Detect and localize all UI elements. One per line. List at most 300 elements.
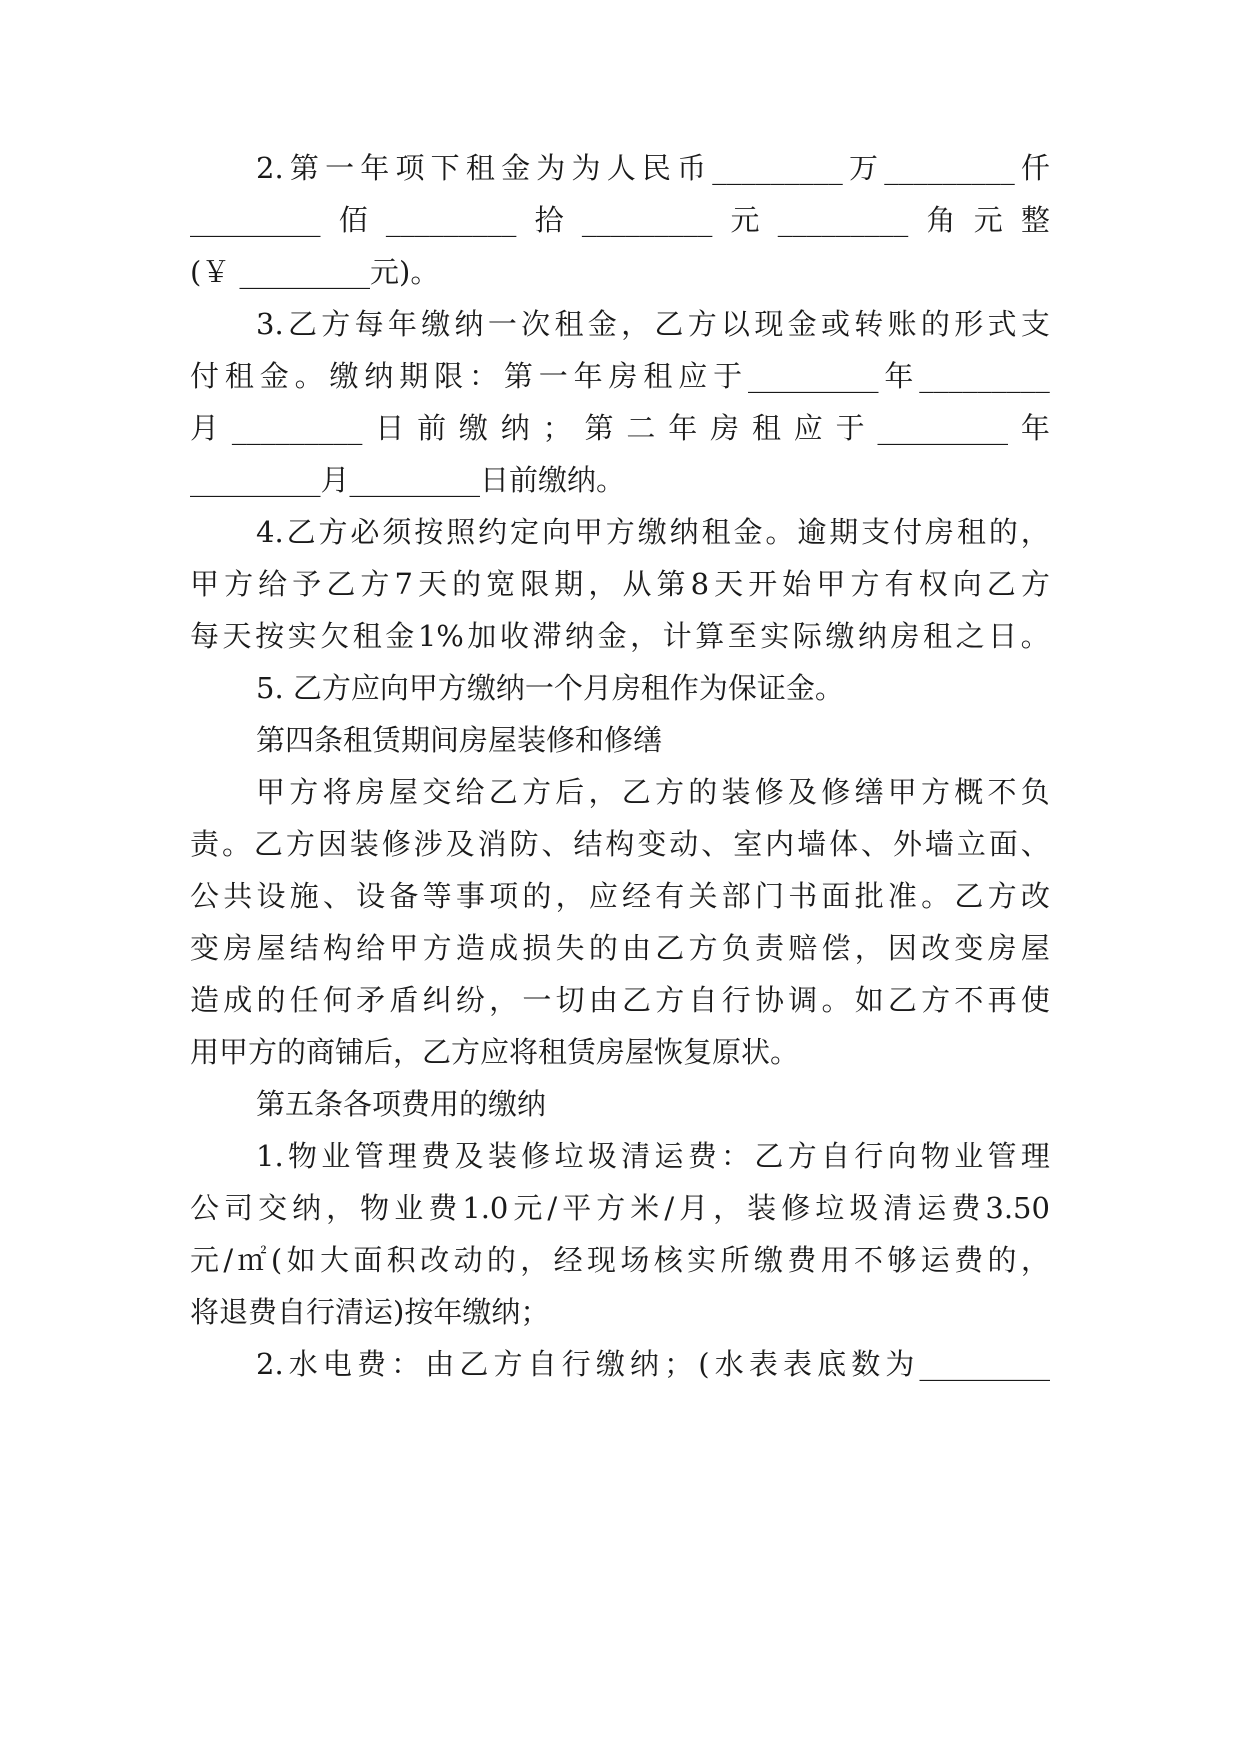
text-glyph: 至	[727, 619, 757, 653]
text-glyph: 核	[653, 1243, 683, 1277]
text-glyph: _________	[581, 203, 713, 237]
text-glyph: 管	[354, 1139, 384, 1173]
text-glyph: 消	[477, 827, 507, 861]
text-glyph: 调	[788, 983, 818, 1017]
text-glyph: 币	[677, 151, 707, 185]
text-glyph: 切	[555, 983, 585, 1017]
text-glyph: 造	[455, 931, 485, 965]
text-glyph: 1.	[256, 1139, 284, 1173]
text-glyph: 收	[499, 619, 529, 653]
text-glyph: _________	[190, 203, 321, 237]
text-glyph: 乙	[287, 307, 317, 341]
text-glyph: 纳	[857, 619, 887, 653]
text-glyph: 房	[890, 619, 920, 653]
text-glyph: _________	[231, 411, 363, 445]
text-line: _________月_________日前缴纳。	[190, 463, 626, 497]
text-glyph: 金	[587, 307, 617, 341]
text-glyph: 方	[360, 567, 390, 601]
text-glyph: 。	[765, 515, 795, 549]
text-glyph: 书	[788, 879, 818, 913]
text-line: 用甲方的商铺后，乙方应将租赁房屋恢复原状。	[190, 1035, 800, 1069]
text-glyph: 滞	[532, 619, 562, 653]
text-glyph: 给	[258, 567, 288, 601]
text-glyph: 月	[679, 1191, 709, 1225]
text-glyph: 一	[325, 151, 355, 185]
text-glyph: 方	[318, 515, 348, 549]
text-glyph: 给	[455, 775, 485, 809]
text-glyph: 金	[501, 151, 531, 185]
text-glyph: 应	[678, 359, 708, 393]
text-line	[190, 200, 1050, 240]
text-glyph: 一	[538, 359, 568, 393]
text-glyph: 协	[754, 983, 784, 1017]
text-glyph: 缴	[753, 1243, 783, 1277]
text-glyph: 结	[289, 931, 319, 965]
text-glyph: 须	[382, 515, 412, 549]
text-glyph: 门	[754, 879, 784, 913]
text-glyph: ，	[621, 307, 651, 341]
text-glyph: 责	[754, 931, 784, 965]
text-glyph: 管	[987, 1139, 1017, 1173]
text-glyph: 大	[319, 1243, 349, 1277]
text-glyph: 有	[884, 567, 914, 601]
text-glyph: 角	[926, 203, 956, 237]
text-glyph: 的	[688, 775, 718, 809]
text-glyph: 及	[788, 775, 818, 809]
text-glyph: 际	[792, 619, 822, 653]
text-glyph: 装	[349, 827, 379, 861]
text-glyph: 定	[510, 515, 540, 549]
text-glyph: 立	[956, 827, 986, 861]
text-glyph: 2.	[256, 1347, 284, 1381]
text-glyph: 任	[289, 983, 319, 1017]
text-glyph: 纳	[292, 1191, 322, 1225]
text-glyph: 式	[987, 307, 1017, 341]
text-glyph: 变	[637, 827, 667, 861]
text-glyph: 应	[588, 879, 618, 913]
text-glyph: 方	[522, 775, 552, 809]
text-glyph: 失	[555, 931, 585, 965]
text-glyph: 开	[748, 567, 778, 601]
text-glyph: 乙	[887, 983, 917, 1017]
text-glyph: 仟	[1020, 151, 1050, 185]
text-glyph: 负	[721, 931, 751, 965]
text-glyph: 费	[357, 1347, 387, 1381]
text-glyph: 缴	[458, 411, 488, 445]
text-line	[190, 824, 1050, 864]
text-glyph: ；	[542, 411, 572, 445]
text-glyph: 金	[385, 619, 415, 653]
text-glyph: 前	[417, 411, 447, 445]
text-glyph: 1.0	[462, 1191, 509, 1225]
text-glyph: 表	[748, 1347, 778, 1381]
text-glyph: 内	[765, 827, 795, 861]
text-glyph: 米	[630, 1191, 660, 1225]
text-glyph: 及	[445, 827, 475, 861]
text-glyph: 修	[754, 775, 784, 809]
text-glyph: 。	[221, 827, 251, 861]
text-glyph: 7	[394, 567, 413, 601]
text-glyph: ，	[520, 1243, 550, 1277]
text-glyph: 造	[190, 983, 220, 1017]
text-glyph: 年	[884, 359, 914, 393]
text-glyph: _________	[712, 151, 843, 185]
text-glyph: 后	[555, 775, 585, 809]
text-glyph: 项	[489, 879, 519, 913]
text-glyph: 租	[352, 619, 382, 653]
text-glyph: 方	[787, 1139, 817, 1173]
text-glyph: 实	[760, 619, 790, 653]
text-glyph: 应	[793, 411, 823, 445]
text-glyph: 纳	[630, 1347, 660, 1381]
text-glyph: 室	[733, 827, 763, 861]
text-glyph: 交	[258, 1191, 288, 1225]
text-glyph: 清	[883, 1191, 913, 1225]
text-glyph: 乙	[654, 307, 684, 341]
text-glyph: 费	[421, 1139, 451, 1173]
text-glyph: 纳	[500, 411, 530, 445]
text-glyph: 方	[850, 567, 880, 601]
text-glyph: 纷	[455, 983, 485, 1017]
text-glyph: 乙	[459, 1347, 489, 1381]
text-glyph: 每	[354, 307, 384, 341]
text-glyph: 租	[923, 619, 953, 653]
text-glyph: 房	[608, 359, 638, 393]
text-glyph: 费	[954, 1243, 984, 1277]
text-glyph: 甲	[190, 567, 220, 601]
text-glyph: 为	[571, 151, 601, 185]
text-line: (￥ _________元)。	[190, 255, 440, 289]
text-glyph: 支	[861, 515, 891, 549]
text-glyph: 金	[259, 359, 289, 393]
text-glyph: 屋	[256, 931, 286, 965]
text-glyph: 宽	[486, 567, 516, 601]
text-glyph: 场	[620, 1243, 650, 1277]
text-glyph: 整	[1020, 203, 1050, 237]
text-glyph: /	[664, 1191, 675, 1225]
text-glyph: 金	[597, 619, 627, 653]
text-glyph: 。	[1020, 619, 1050, 653]
text-glyph: 年	[360, 151, 390, 185]
text-glyph: ：	[391, 1347, 421, 1381]
text-glyph: 清	[621, 1139, 651, 1173]
text-glyph: 转	[854, 307, 884, 341]
text-glyph: 账	[887, 307, 917, 341]
text-line	[190, 1188, 1050, 1228]
text-glyph: 物	[287, 1139, 317, 1173]
text-glyph: 于	[713, 359, 743, 393]
text-glyph: 纳	[669, 515, 699, 549]
text-glyph: 房	[710, 411, 740, 445]
text-glyph: 租	[224, 359, 254, 393]
text-glyph: 按	[414, 515, 444, 549]
text-glyph: 或	[820, 307, 850, 341]
text-glyph: 形	[954, 307, 984, 341]
text-glyph: 经	[622, 879, 652, 913]
text-glyph: 等	[422, 879, 452, 913]
text-glyph: 之	[955, 619, 985, 653]
text-glyph: 公	[190, 1191, 220, 1225]
text-glyph: 民	[641, 151, 671, 185]
text-glyph: 房	[925, 515, 955, 549]
text-line: 将退费自行清运)按年缴纳；	[190, 1295, 550, 1329]
text-glyph: 构	[605, 827, 635, 861]
text-glyph: 纳	[454, 307, 484, 341]
text-glyph: 有	[655, 879, 685, 913]
text-glyph: 变	[954, 931, 984, 965]
text-glyph: 费	[951, 1191, 981, 1225]
text-glyph: 修	[781, 1191, 811, 1225]
text-glyph: 水	[288, 1347, 318, 1381]
text-glyph: 为	[536, 151, 566, 185]
text-glyph: 、	[1020, 827, 1050, 861]
text-glyph: 方	[321, 307, 351, 341]
text-line	[190, 356, 1050, 396]
text-glyph: 用	[820, 1243, 850, 1277]
text-glyph: 的	[256, 983, 286, 1017]
text-glyph: 部	[721, 879, 751, 913]
text-glyph: 费	[787, 1243, 817, 1277]
text-glyph: 期	[829, 515, 859, 549]
text-glyph: _________	[777, 203, 909, 237]
text-glyph: 、	[701, 827, 731, 861]
text-glyph: 数	[851, 1347, 881, 1381]
text-glyph: 乙	[621, 775, 651, 809]
text-glyph: 方	[1020, 567, 1050, 601]
text-glyph: 行	[721, 983, 751, 1017]
text-glyph: 计	[662, 619, 692, 653]
text-glyph: 租	[554, 307, 584, 341]
text-line	[190, 616, 1050, 656]
text-glyph: 运	[654, 1139, 684, 1173]
text-glyph: 的	[486, 1243, 516, 1277]
text-glyph: 不	[954, 983, 984, 1017]
text-glyph: 不	[987, 775, 1017, 809]
text-glyph: ：	[721, 1139, 751, 1173]
text-glyph: _________	[385, 203, 517, 237]
text-glyph: 体	[829, 827, 859, 861]
text-glyph: 金	[787, 307, 817, 341]
text-glyph: 元	[513, 1191, 543, 1225]
text-glyph: 甲	[256, 775, 286, 809]
text-glyph: 3.	[256, 307, 284, 341]
text-glyph: ，	[555, 879, 585, 913]
text-glyph: 行	[561, 1347, 591, 1381]
text-glyph: 房	[223, 931, 253, 965]
text-glyph: ；	[664, 1347, 694, 1381]
text-glyph: 乙	[488, 775, 518, 809]
text-glyph: 缮	[854, 775, 884, 809]
text-glyph: 改	[921, 931, 951, 965]
text-glyph: 赔	[788, 931, 818, 965]
text-glyph: 日	[988, 619, 1018, 653]
text-glyph: 因	[887, 931, 917, 965]
text-glyph: 天	[714, 567, 744, 601]
text-line	[190, 876, 1050, 916]
text-glyph: 月	[190, 411, 220, 445]
text-glyph: 乙	[253, 827, 283, 861]
text-glyph: (	[270, 1243, 283, 1277]
text-glyph: 限	[434, 359, 464, 393]
text-glyph: 成	[489, 931, 519, 965]
text-glyph: 圾	[587, 1139, 617, 1173]
text-glyph: 物	[920, 1139, 950, 1173]
text-glyph: 元	[730, 203, 760, 237]
text-glyph: 理	[1020, 1139, 1050, 1173]
text-glyph: 乙	[622, 983, 652, 1017]
text-glyph: 8	[690, 567, 710, 601]
text-glyph: 日	[375, 411, 405, 445]
text-glyph: 墙	[924, 827, 954, 861]
text-glyph: 方	[687, 307, 717, 341]
section-heading: 第五条各项费用的缴纳	[256, 1087, 547, 1121]
text-glyph: 自	[820, 1139, 850, 1173]
text-glyph: 付	[893, 515, 923, 549]
text-glyph: 期	[554, 567, 584, 601]
text-glyph: 必	[350, 515, 380, 549]
text-glyph: 水	[714, 1347, 744, 1381]
text-glyph: (	[698, 1347, 710, 1381]
text-glyph: 缴	[637, 515, 667, 549]
text-glyph: 2.	[256, 151, 284, 185]
text-glyph: 业	[394, 1191, 424, 1225]
text-glyph: 第	[656, 567, 686, 601]
text-glyph: 年	[1020, 411, 1050, 445]
text-glyph: 金	[733, 515, 763, 549]
text-glyph: 底	[817, 1347, 847, 1381]
text-glyph: 佰	[338, 203, 368, 237]
text-glyph: 予	[292, 567, 322, 601]
text-glyph: 动	[453, 1243, 483, 1277]
text-line	[256, 148, 1050, 188]
text-glyph: 次	[521, 307, 551, 341]
text-glyph: 负	[1020, 775, 1050, 809]
text-glyph: 的	[522, 879, 552, 913]
text-glyph: 屋	[389, 775, 419, 809]
text-glyph: 于	[835, 411, 865, 445]
text-glyph: 3.50	[985, 1191, 1050, 1225]
text-glyph: 成	[223, 983, 253, 1017]
text-glyph: 租	[956, 515, 986, 549]
text-glyph: 方	[289, 775, 319, 809]
text-glyph: 照	[446, 515, 476, 549]
text-glyph: 缴	[329, 359, 359, 393]
section-heading: 第四条租赁期间房屋装修和修缮	[256, 723, 663, 757]
text-line	[256, 512, 1050, 552]
text-glyph: 公	[190, 879, 220, 913]
text-glyph: 第	[584, 411, 614, 445]
text-glyph: 准	[887, 879, 917, 913]
text-glyph: 业	[321, 1139, 351, 1173]
text-glyph: 何	[322, 983, 352, 1017]
text-glyph: 不	[853, 1243, 883, 1277]
text-glyph: 再	[987, 983, 1017, 1017]
text-glyph: 方	[655, 983, 685, 1017]
text-glyph: 天	[417, 567, 447, 601]
text-glyph: 及	[454, 1139, 484, 1173]
text-glyph: 二	[626, 411, 656, 445]
text-glyph: 缴	[825, 619, 855, 653]
text-glyph: 行	[854, 1139, 884, 1173]
text-glyph: 。	[294, 359, 324, 393]
text-glyph: 业	[954, 1139, 984, 1173]
text-glyph: 向	[541, 515, 571, 549]
text-glyph: 逾	[797, 515, 827, 549]
text-glyph: 的	[920, 307, 950, 341]
text-glyph: 一	[522, 983, 552, 1017]
text-glyph: _________	[877, 411, 1009, 445]
text-glyph: 修	[521, 1139, 551, 1173]
text-glyph: 构	[322, 931, 352, 965]
text-line	[190, 1240, 1050, 1280]
text-line	[256, 772, 1050, 812]
text-glyph: 乙	[655, 931, 685, 965]
text-glyph: 损	[522, 931, 552, 965]
text-glyph: 付	[190, 359, 220, 393]
text-glyph: ：	[469, 359, 499, 393]
text-glyph: 万	[848, 151, 878, 185]
text-glyph: 方	[596, 1191, 626, 1225]
text-glyph: 房	[355, 775, 385, 809]
text-glyph: 始	[782, 567, 812, 601]
text-glyph: 费	[428, 1191, 458, 1225]
text-line	[190, 408, 1050, 448]
text-line: 5. 乙方应向甲方缴纳一个月房租作为保证金。	[256, 671, 844, 705]
text-glyph: 甲	[389, 931, 419, 965]
text-glyph: 表	[782, 1347, 812, 1381]
text-glyph: 方	[921, 983, 951, 1017]
text-glyph: 元	[190, 1243, 220, 1277]
text-glyph: 方	[493, 1347, 523, 1381]
text-glyph: 权	[918, 567, 948, 601]
text-glyph: 4.	[256, 515, 284, 549]
text-glyph: 垃	[554, 1139, 584, 1173]
text-glyph: 物	[360, 1191, 390, 1225]
text-glyph: ，	[489, 983, 519, 1017]
text-glyph: 自	[527, 1347, 557, 1381]
text-glyph: 偿	[821, 931, 851, 965]
text-glyph: 。	[921, 879, 951, 913]
text-glyph: 批	[854, 879, 884, 913]
text-glyph: 方	[224, 567, 254, 601]
text-glyph: 概	[954, 775, 984, 809]
text-glyph: /	[223, 1243, 234, 1277]
text-glyph: 向	[952, 567, 982, 601]
text-line	[190, 564, 1050, 604]
text-line	[190, 980, 1050, 1020]
text-glyph: 拾	[534, 203, 564, 237]
text-glyph: 屋	[1020, 931, 1050, 965]
text-glyph: ，	[1020, 515, 1050, 549]
text-glyph: 面	[821, 879, 851, 913]
text-glyph: 项	[395, 151, 425, 185]
text-glyph: 给	[356, 931, 386, 965]
text-glyph: 施	[289, 879, 319, 913]
text-glyph: 积	[386, 1243, 416, 1277]
text-glyph: _________	[884, 151, 1015, 185]
text-glyph: 租	[465, 151, 495, 185]
text-glyph: 限	[520, 567, 550, 601]
text-glyph: 第	[289, 151, 319, 185]
text-glyph: 司	[224, 1191, 254, 1225]
text-glyph: 涉	[413, 827, 443, 861]
text-glyph: 欠	[320, 619, 350, 653]
text-glyph: 乙	[986, 567, 1016, 601]
text-glyph: 设	[256, 879, 286, 913]
text-glyph: _________	[748, 359, 879, 393]
text-glyph: 人	[606, 151, 636, 185]
text-glyph: 盾	[389, 983, 419, 1017]
